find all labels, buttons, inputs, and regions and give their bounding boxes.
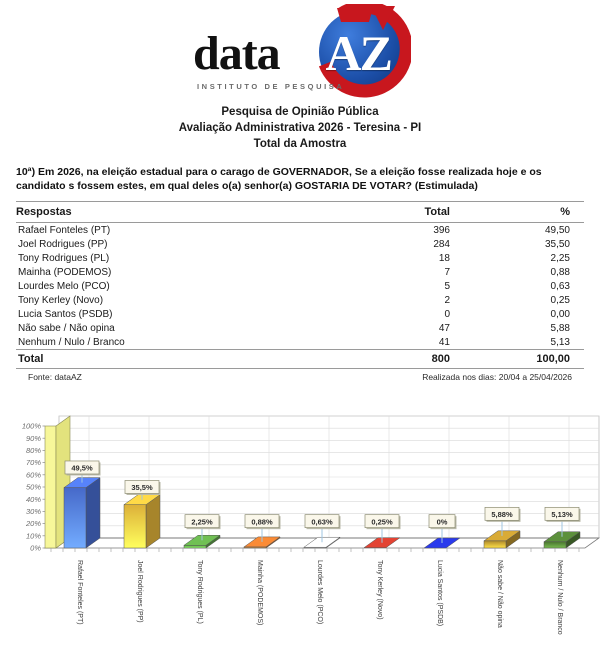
cell-percent: 0,63 xyxy=(550,280,570,292)
y-axis-tick-label: 80% xyxy=(25,446,41,455)
cell-resposta: Tony Kerley (Novo) xyxy=(18,294,104,306)
table-body xyxy=(16,223,584,369)
table-row xyxy=(16,293,584,307)
table-header-row xyxy=(16,202,584,223)
title-line-1: Pesquisa de Opinião Pública xyxy=(221,106,379,118)
cell-resposta: Não sabe / Não opina xyxy=(18,322,115,334)
reference-band-front xyxy=(45,426,56,548)
x-axis-category-label: Lucia Santos (PSDB) xyxy=(436,560,443,627)
data-label-text: 5,13% xyxy=(551,509,573,519)
title-line-2: Avaliação Administrativa 2026 - Teresina - PI xyxy=(178,122,422,134)
table-row xyxy=(16,265,584,279)
logo-tagline: INSTITUTO DE PESQUISA xyxy=(197,82,345,91)
cell-percent: 2,25 xyxy=(550,252,570,264)
cell-total: 0 xyxy=(444,308,450,320)
column-header-respostas: Respostas xyxy=(16,202,397,223)
y-axis-tick-label: 90% xyxy=(25,433,41,443)
cell-total: 41 xyxy=(438,336,450,348)
data-label-text: 0,88% xyxy=(251,517,273,527)
y-axis-tick-label: 100% xyxy=(21,421,41,431)
results-table xyxy=(16,201,584,369)
cell-total: 396 xyxy=(433,224,450,236)
table-row xyxy=(16,223,584,238)
y-axis-tick-label: 70% xyxy=(25,458,41,468)
cell-resposta: Joel Rodrigues (PP) xyxy=(18,238,108,250)
bar-front-face xyxy=(184,545,206,548)
cell-resposta: Nenhum / Nulo / Branco xyxy=(18,336,125,348)
x-axis-category-label: Joel Rodrigues (PP) xyxy=(136,560,143,623)
bar-side-face xyxy=(86,478,100,548)
x-axis-category-label: Rafael Fonteles (PT) xyxy=(76,560,83,625)
x-axis-category-label: Nenhum / Nulo / Branco xyxy=(556,560,563,635)
cell-total-pct: 100,00 xyxy=(492,350,584,369)
cell-total-label: Total xyxy=(16,350,397,369)
bar-front-face xyxy=(64,488,86,548)
footnote-source: Fonte: dataAZ xyxy=(28,372,82,382)
table-row xyxy=(16,251,584,265)
table-row xyxy=(16,279,584,293)
footnote-dates: Realizada nos dias: 20/04 a 25/04/2026 xyxy=(422,372,572,382)
logo-header xyxy=(0,0,600,102)
cell-percent: 0,88 xyxy=(550,266,570,278)
column-header-percent: % xyxy=(492,202,584,223)
report-titles xyxy=(0,104,600,152)
table-total-row xyxy=(16,350,584,369)
y-axis-tick-label: 40% xyxy=(25,494,41,504)
cell-resposta: Tony Rodrigues (PL) xyxy=(18,252,110,264)
cell-total: 7 xyxy=(444,266,450,278)
cell-total: 18 xyxy=(438,252,450,264)
table-row xyxy=(16,307,584,321)
table-row xyxy=(16,237,584,251)
cell-total-count: 800 xyxy=(397,350,492,369)
bar-1 xyxy=(124,495,160,548)
data-label-text: 2,25% xyxy=(191,517,213,527)
cell-percent: 0,00 xyxy=(550,308,570,320)
cell-percent: 35,50 xyxy=(544,238,570,250)
bar-chart xyxy=(0,408,600,658)
table-row xyxy=(16,321,584,335)
bar-chart-svg xyxy=(0,408,600,658)
cell-resposta: Mainha (PODEMOS) xyxy=(18,266,112,278)
cell-total: 5 xyxy=(444,280,450,292)
data-label-text: 35,5% xyxy=(131,483,153,493)
cell-percent: 5,13 xyxy=(550,336,570,348)
cell-resposta: Rafael Fonteles (PT) xyxy=(18,224,111,236)
x-axis-category-label: Mainha (PODEMOS) xyxy=(256,560,263,626)
logo-wordmark-az: AZ xyxy=(325,25,391,81)
cell-total: 284 xyxy=(433,238,450,250)
cell-resposta: Lucia Santos (PSDB) xyxy=(18,308,113,320)
question-text: 10ª) Em 2026, na eleição estadual para o carago de GOVERNADOR, Se a eleição fosse realizada hoje e os candidato s fossem estes, em qual deles o(a) senhor(a) GOSTARIA DE VOTAR? (Estimulada) xyxy=(16,166,542,192)
bar-front-face xyxy=(484,541,506,548)
cell-total: 2 xyxy=(444,294,450,306)
bar-front-face xyxy=(544,542,566,548)
x-axis-category-label: Não sabe / Não opina xyxy=(496,560,503,628)
y-axis-tick-label: 60% xyxy=(25,470,41,480)
cell-total: 47 xyxy=(438,322,450,334)
x-axis-category-label: Lourdes Melo (PCO) xyxy=(316,560,323,625)
data-label-text: 49,5% xyxy=(71,463,93,473)
data-label-text: 0,25% xyxy=(371,517,393,527)
cell-resposta: Lourdes Melo (PCO) xyxy=(18,280,110,292)
y-axis-tick-label: 30% xyxy=(25,507,41,516)
y-axis-tick-label: 0% xyxy=(30,543,41,553)
logo-wordmark-data: data xyxy=(193,27,280,80)
cell-percent: 49,50 xyxy=(544,224,570,236)
x-axis-category-label: Tony Kerley (Novo) xyxy=(376,560,383,620)
data-label-text: 0% xyxy=(436,517,448,527)
y-axis-tick-label: 10% xyxy=(25,531,41,541)
table-row xyxy=(16,335,584,350)
data-label-text: 0,63% xyxy=(311,517,333,527)
table-footnotes xyxy=(16,372,584,382)
x-axis-category-label: Tony Rodrigues (PL) xyxy=(196,560,203,624)
cell-percent: 0,25 xyxy=(550,294,570,306)
title-line-3: Total da Amostra xyxy=(253,138,347,150)
y-axis-tick-label: 50% xyxy=(25,482,41,492)
column-header-total: Total xyxy=(397,202,492,223)
bar-front-face xyxy=(124,505,146,548)
cell-percent: 5,88 xyxy=(550,322,570,334)
bar-0 xyxy=(64,478,100,548)
y-axis-tick-label: 20% xyxy=(25,519,41,529)
dataaz-logo xyxy=(187,6,413,102)
data-label-text: 5,88% xyxy=(491,509,513,519)
